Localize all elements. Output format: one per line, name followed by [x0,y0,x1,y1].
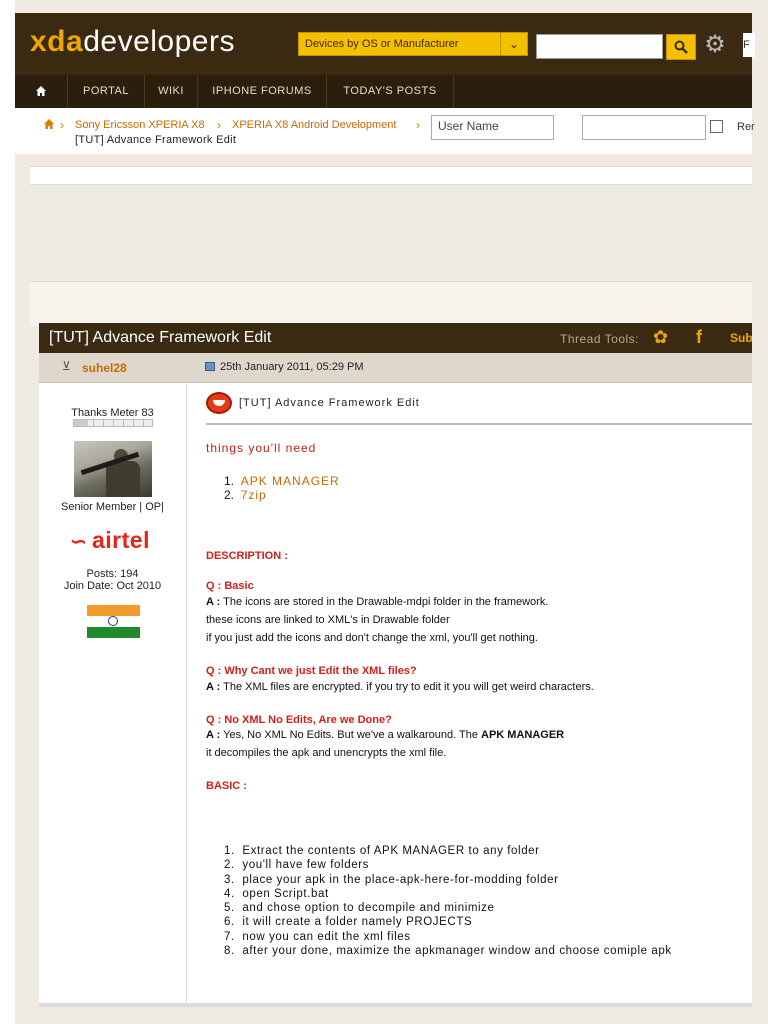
airtel-swirl-icon: ∽ [70,531,87,553]
nav-home[interactable] [15,75,68,108]
search-icon [674,40,688,54]
list-item: 4. open Script.bat [224,887,329,900]
needs-heading: things you'll need [206,441,317,455]
logo-xda: xda [30,25,84,58]
chevron-right-icon: › [416,118,420,132]
user-rank: Senior Member | OP| [61,501,164,513]
list-item: 6. it will create a folder namely PROJECTS [224,916,473,929]
steps-list [224,844,672,958]
description-heading: DESCRIPTION : [206,550,288,562]
header-right-field[interactable]: F [743,33,755,57]
breadcrumb-link[interactable]: Sony Ericsson XPERIA X8 [75,119,205,131]
list-item: 2. 7zip [224,488,267,502]
remember-label: Rer [737,121,755,133]
nav-portal[interactable]: PORTAL [68,75,145,108]
thread-header [39,323,752,353]
list-item: 3. place your apk in the place-apk-here-for-modding folder [224,873,559,886]
post-bottom-rule [39,1003,752,1007]
site-logo[interactable] [30,25,235,59]
list-item: 1. Extract the contents of APK MANAGER to any folder [224,845,540,857]
apk-manager-link[interactable]: APK MANAGER [240,474,340,488]
home-icon [35,85,47,97]
question-1: Q : Basic [206,580,254,592]
nav-wiki[interactable]: WIKI [145,75,198,108]
content-area [30,281,752,326]
list-item: 7. now you can edit the xml files [224,930,411,943]
post-meta-bar [39,353,752,383]
india-flag-icon [87,605,140,638]
password-field[interactable] [582,115,706,140]
search-input[interactable] [536,34,663,59]
main-nav [15,75,752,108]
divider [206,423,752,425]
nav-todays-posts[interactable]: TODAY'S POSTS [327,75,454,108]
list-item: 1. APK MANAGER [224,474,340,488]
list-item: 8. after your done, maximize the apkmanager window and choose comiple apk [224,945,672,958]
answer-2: A : The XML files are encrypted. if you try to edit it you will get weird characters. [206,681,594,693]
calendar-icon [205,362,215,371]
question-2: Q : Why Cant we just Edit the XML files? [206,665,417,677]
breadcrumb-link[interactable]: XPERIA X8 Android Development [232,119,397,131]
avatar[interactable] [74,441,152,497]
chevron-right-icon: › [60,118,64,132]
list-item: 2. you'll have few folders [224,859,369,872]
online-status-icon: ⊻ [62,359,71,373]
twitter-icon[interactable]: ✿ [653,327,669,347]
content-bar [30,166,752,185]
question-3: Q : No XML No Edits, Are we Done? [206,714,392,726]
user-posts: Posts: 194 [86,568,139,580]
home-icon[interactable] [43,118,55,133]
device-select-label: Devices by OS or Manufacturer [305,38,459,50]
answer-1-line-3: if you just add the icons and don't change the xml, you'll get nothing. [206,632,538,644]
remember-checkbox[interactable] [710,120,723,133]
carrier-logo-text: airtel [92,527,150,553]
post-title: [TUT] Advance Framework Edit [239,397,420,409]
breadcrumb-current: [TUT] Advance Framework Edit [75,134,237,146]
chevron-right-icon: › [217,118,221,132]
7zip-link[interactable]: 7zip [240,488,267,502]
answer-1-line-2: these icons are linked to XML's in Drawable folder [206,614,450,626]
list-item: 5. and chose option to decompile and minimize [224,902,495,915]
avatar-figure [106,461,140,497]
post-user-info [39,383,187,1003]
logo-developers: developers [83,25,235,58]
thread-tools-label[interactable]: Thread Tools: [560,332,639,346]
facebook-icon[interactable]: f [696,327,702,347]
carrier-logo [66,525,166,555]
nav-iphone-forums[interactable]: IPHONE FORUMS [198,75,327,108]
chevron-down-icon: ⌄ [500,33,527,55]
thanks-meter-fill [74,420,88,426]
answer-1: A : The icons are stored in the Drawable-mdpi folder in the framework. [206,596,549,608]
site-header [15,13,752,75]
post-smiley-icon [206,392,232,414]
search-button[interactable] [666,34,696,60]
gear-icon[interactable]: ⚙ [704,31,726,58]
thread-title: [TUT] Advance Framework Edit [49,329,272,346]
user-join-date: Join Date: Oct 2010 [63,580,162,592]
device-select[interactable] [298,32,528,56]
breadcrumb [15,108,755,154]
username-field[interactable]: User Name [431,115,554,140]
subscribe-button[interactable]: Sub [730,331,753,345]
basic-heading: BASIC : [206,780,247,792]
thanks-meter-label: Thanks Meter 83 [71,407,154,419]
post-username[interactable]: suhel28 [82,361,127,375]
post-date: 25th January 2011, 05:29 PM [220,361,364,373]
post-body [187,383,752,1003]
answer-3: A : Yes, No XML No Edits. But we've a walkaround. The APK MANAGER [206,729,565,741]
answer-3-line-2: it decompiles the apk and unencrypts the xml file. [206,747,447,759]
thanks-meter-bar [73,419,153,427]
